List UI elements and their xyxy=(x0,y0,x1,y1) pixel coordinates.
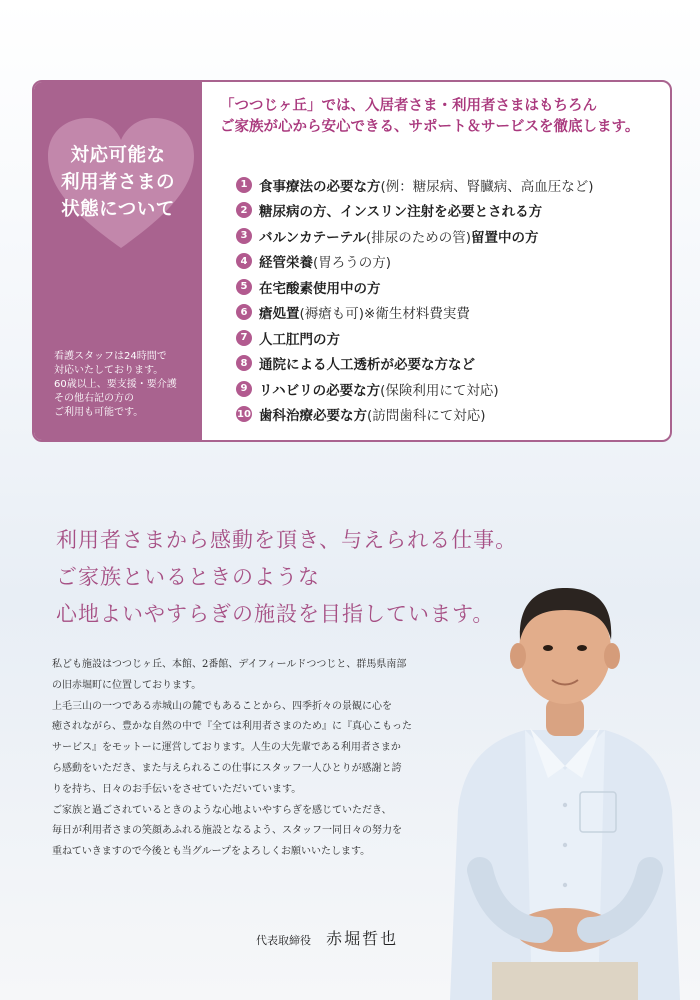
conditions-panel xyxy=(202,82,670,440)
number-badge: 3 xyxy=(236,228,252,244)
condition-item xyxy=(236,249,594,275)
lead-line: 「つつじヶ丘」では、入居者さま・利用者さまはもちろん xyxy=(220,98,597,114)
body-line: ら感動をいただき、また与えられるこの仕事にスタッフ一人ひとりが感謝と誇 xyxy=(52,762,402,774)
headline-line: ご家族といるときのような xyxy=(56,565,320,589)
condition-main: 歯科治療必要な方 xyxy=(259,408,367,425)
condition-item xyxy=(236,351,594,377)
representative-photo xyxy=(430,570,700,1000)
body-line: 私ども施設はつつじヶ丘、本館、2番館、デイフィールドつつじと、群馬県南部 xyxy=(52,659,407,670)
number-badge: 9 xyxy=(236,381,252,397)
body-line: の旧赤堀町に位置しております。 xyxy=(52,679,202,691)
condition-item xyxy=(236,223,594,249)
badge-note xyxy=(54,350,200,420)
condition-sub: (保険利用にて対応) xyxy=(380,382,499,399)
body-line: ご家族と過ごされているときのような心地よいやすらぎを感じていただき、 xyxy=(52,804,392,816)
condition-item xyxy=(236,198,594,224)
number-badge: 5 xyxy=(236,279,252,295)
signature xyxy=(256,926,398,949)
signature-title: 代表取締役 xyxy=(256,934,311,947)
body-line: 重ねていきますので今後とも当グループをよろしくお願いいたします。 xyxy=(52,846,371,858)
lead-text xyxy=(220,96,670,138)
body-line: 癒されながら、豊かな自然の中で『全ては利用者さまのため』に『真心こもった xyxy=(52,721,412,733)
condition-item xyxy=(236,300,594,326)
message-body xyxy=(52,655,412,863)
condition-main: 瘡処置 xyxy=(259,306,300,323)
number-badge: 1 xyxy=(236,177,252,193)
paragraph xyxy=(52,697,412,801)
condition-item xyxy=(236,376,594,402)
body-line: 毎日が利用者さまの笑顔あふれる施設となるよう、スタッフ一同日々の努力を xyxy=(52,825,402,837)
body-line: 上毛三山の一つである赤城山の麓でもあることから、四季折々の景観に心を xyxy=(52,700,392,712)
badge-title-line: 状態について xyxy=(61,199,175,220)
lead-line: ご家族が心から安心できる、サポート＆サービスを徹底します。 xyxy=(220,119,640,135)
condition-sub: (訪問歯科にて対応) xyxy=(367,408,486,425)
badge-title-line: 利用者さまの xyxy=(60,172,175,193)
badge-note-line: ご利用も可能です。 xyxy=(54,407,144,418)
condition-sub: (褥瘡も可)※衛生材料費実費 xyxy=(299,306,470,323)
body-line: りを持ち、日々のお手伝いをさせていただいています。 xyxy=(52,783,302,795)
condition-main: 人工肛門の方 xyxy=(259,331,340,348)
badge-note-line: その他右記の方の xyxy=(54,393,134,404)
number-badge: 10 xyxy=(236,406,252,422)
badge-note-line: 看護スタッフは24時間で xyxy=(54,351,167,362)
condition-item xyxy=(236,402,594,428)
badge-note-line: 対応いたしております。 xyxy=(54,365,164,376)
condition-main: 食事療法の必要な方 xyxy=(259,178,381,195)
number-badge: 6 xyxy=(236,304,252,320)
condition-main: リハビリの必要な方 xyxy=(259,382,381,399)
badge-note-line: 60歳以上、要支援・要介護 xyxy=(54,379,177,390)
number-badge: 7 xyxy=(236,330,252,346)
paragraph xyxy=(52,801,412,863)
conditions-card xyxy=(32,80,672,442)
condition-main: 経管栄養 xyxy=(259,255,313,272)
condition-main: 在宅酸素使用中の方 xyxy=(259,280,381,297)
condition-item xyxy=(236,172,594,198)
condition-item xyxy=(236,325,594,351)
condition-main: 糖尿病の方、インスリン注射を必要とされる方 xyxy=(259,204,543,221)
headline-line: 心地よいやすらぎの施設を目指しています。 xyxy=(56,602,495,626)
badge-title xyxy=(38,142,198,223)
badge-title-line: 対応可能な xyxy=(70,145,166,166)
condition-sub: (排尿のための管) xyxy=(366,229,472,246)
headline-line: 利用者さまから感動を頂き、与えられる仕事。 xyxy=(56,528,518,552)
condition-main: 通院による人工透析が必要な方など xyxy=(259,357,475,374)
condition-main-tail: 留置中の方 xyxy=(471,229,539,246)
conditions-list xyxy=(236,172,594,427)
body-line: サービス』をモットーに運営しております。人生の大先輩である利用者さまか xyxy=(52,742,401,754)
signature-name: 赤堀哲也 xyxy=(326,929,399,948)
condition-sub: (例：糖尿病、腎臓病、高血圧など) xyxy=(380,178,594,195)
condition-item xyxy=(236,274,594,300)
number-badge: 2 xyxy=(236,202,252,218)
badge-panel xyxy=(34,82,202,440)
paragraph xyxy=(52,655,412,697)
number-badge: 8 xyxy=(236,355,252,371)
condition-main: バルンカテーテル xyxy=(259,229,366,246)
condition-sub: (胃ろうの方) xyxy=(313,255,392,272)
number-badge: 4 xyxy=(236,253,252,269)
